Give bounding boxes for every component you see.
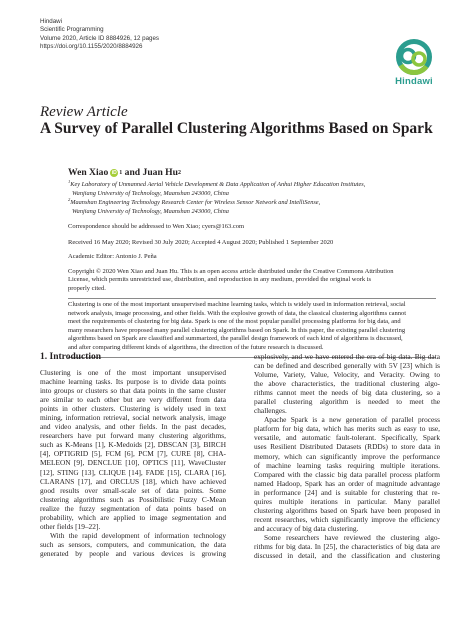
text-line: discussed in detail, and the classification and clustering (254, 551, 440, 561)
text-line: generated by people and various devices is growing (40, 548, 226, 558)
academic-editor: Academic Editor: Antonio J. Peña (68, 253, 157, 260)
copyright-line: License, which permits unrestricted use, distribution, and reproduction in any medium, provided the original work is (68, 276, 372, 284)
abstract-line: many researchers have proposed many parallel clustering algorithms based on Spark. In this paper, the existing parallel clustering (68, 326, 406, 334)
affiliation-line: Wanjiang University of Technology, Maanshan 243000, China (72, 189, 229, 197)
text-line: MELEON [9], DENCLUE [10], OPTICS [11], WaveCluster (40, 458, 226, 468)
text-line: recent researches, which significantly improve the efficiency (254, 514, 440, 524)
text-line: uses Resilient Distributed Datasets (RDDs) to store data in (254, 442, 440, 452)
author-list: Wen Xiao iD 1 and Juan Hu 2 (68, 167, 181, 178)
paragraph (254, 415, 440, 533)
text-line: machine learning tasks. Its purpose is to divide data points (40, 377, 226, 387)
correspondence: Correspondence should be addressed to Wen Xiao; cyers@163.com (68, 223, 245, 230)
text-line: points in other clusters. Clustering is widely used in text (40, 404, 226, 414)
text-line: parallel clustering algorithm is needed to meet the (254, 397, 440, 407)
affiliation-number: 2 (68, 196, 71, 202)
author-name[interactable]: Wen Xiao (68, 167, 109, 178)
text-line: [4], OPTIGRID [5], FCM [6], PCM [7], CURE [8], CHA- (40, 449, 226, 459)
paragraph (40, 531, 226, 558)
text-line: and video analysis, and other fields. In the past decades, (40, 422, 226, 432)
journal-name: Scientific Programming (40, 26, 104, 34)
text-line: clustering algorithms based on Spark have been proposed in (254, 505, 440, 515)
affiliation-line: Maanshan Engineering Technology Research Center for Wireless Sensor Network and IntelliSense, (70, 199, 321, 206)
abstract-line: algorithms based on Spark are classified and summarized, the parallel design framework of each kind of algorithms is discussed, (68, 335, 403, 343)
text-line: CLARANS [17], and ORCLUS [18], which have achieved (40, 476, 226, 486)
journal-volume: Volume 2020, Article ID 8884926, 12 pages (40, 34, 160, 42)
journal-info (40, 18, 159, 52)
text-line: other fields [19–22]. (40, 521, 101, 531)
section-heading: 1. Introduction (40, 352, 102, 362)
abstract-line: and after comparing different kinds of algorithms, the direction of the future research is discussed. (68, 343, 324, 351)
text-line: good results over small-scale set of data points. Some (40, 485, 226, 495)
author-name[interactable]: Juan Hu (142, 167, 178, 178)
text-line: researchers have put forward many clustering algorithms, (40, 431, 226, 441)
text-line: memory, which can significantly improve the performance (254, 451, 440, 461)
text-line: Compared with the classic big data parallel process platform (254, 469, 440, 479)
right-column (254, 352, 440, 560)
text-line: the above characteristics, the traditional clustering algo- (254, 379, 440, 389)
text-line: into groups or clusters so that data points in the same cluster (40, 386, 226, 396)
paragraph (40, 368, 226, 531)
text-line: realize the fuzzy segmentation of data points based on (40, 503, 226, 513)
abstract-line: Clustering is one of the most important unsupervised machine learning tasks, which is widely used in information retrieval, social (68, 301, 406, 308)
text-line: named Hadoop, Spark has an order of magnitude advantage (254, 478, 440, 488)
text-line: such as sensors, computers, and communication, the data (40, 539, 226, 549)
text-line: platform for big data, which has merits such as easy to use, (254, 424, 440, 434)
text-line: of machine learning tasks requiring multiple iterations. (254, 460, 440, 470)
article-dates: Received 16 May 2020; Revised 30 July 2020; Accepted 4 August 2020; Published 1 September 2020 (68, 239, 334, 246)
text-line: are similar to each other but are very different from data (40, 395, 226, 405)
text-line: mining, information retrieval, social network analysis, image (40, 413, 226, 423)
article-title: A Survey of Parallel Clustering Algorithms Based on Spark (40, 120, 433, 137)
paragraph (254, 352, 440, 415)
copyright-notice (68, 268, 448, 293)
text-line: in performance [24] and is suitable for clustering that re- (254, 487, 440, 497)
abstract-line: meet the requirements of clustering for big data. Spark is one of the most popular parallel processing platforms for big data, and (68, 318, 401, 326)
hindawi-logo-icon (392, 38, 436, 76)
hindawi-logo (392, 38, 436, 90)
abstract-line: network analysis, image processing, and other fields. With the explosive growth of data, the classical clustering algorithms cannot (68, 309, 407, 317)
journal-doi[interactable]: https://doi.org/10.1155/2020/8884926 (40, 43, 143, 51)
journal-publisher: Hindawi (40, 18, 63, 25)
affiliation-line: Key Laboratory of Unmanned Aerial Vehicle Development & Data Application of Anhui Higher Education Institutes, (70, 181, 366, 188)
text-line: explosively, and we have entered the era of big data. Big data (254, 352, 440, 361)
text-line: With the rapid development of information technology (50, 530, 226, 540)
hindawi-logo-text: Hindawi (395, 76, 433, 87)
text-line: and accuracy of big data clustering. (254, 523, 359, 533)
text-line: such as K-Means [1], K-Medoids [2], DBSCAN [3], BIRCH (40, 440, 226, 450)
text-line: Apache Spark is a new generation of parallel process (264, 415, 440, 425)
copyright-line: Copyright © 2020 Wen Xiao and Juan Hu. This is an open access article distributed under the Creative Commons Attribution (68, 268, 394, 275)
text-line: probability, which are applied to image segmentation and (40, 512, 226, 522)
left-column (40, 368, 226, 558)
text-line: rithms for big data. In [25], the characteristics of big data are (254, 541, 440, 551)
abstract (68, 298, 436, 358)
article-type: Review Article (40, 104, 128, 120)
affiliation-2 (68, 196, 448, 216)
text-line: rithms cannot meet the needs of big data clustering, so a (254, 388, 440, 398)
orcid-icon[interactable]: iD (111, 169, 117, 176)
affiliation-line: Wanjiang University of Technology, Maanshan 243000, China (72, 207, 229, 215)
text-line: quires multiple iterations in particular. Many parallel (254, 496, 440, 506)
text-line: versatile, and automatic fault-tolerant. Specifically, Spark (254, 433, 440, 443)
affiliation-1 (68, 178, 448, 198)
copyright-line: properly cited. (68, 284, 106, 292)
text-line: can be defined and described generally with 5V [23] which is (254, 361, 440, 371)
text-line: Some researchers have reviewed the clustering algo- (264, 532, 440, 542)
text-line: [12], STING [13], CLIQUE [14], FADE [15], CLARA [16], (40, 467, 226, 477)
text-line: clustering algorithms such as Possibilistic Fuzzy C-Mean (40, 494, 226, 504)
affiliation-number: 1 (68, 178, 71, 184)
text-line: Volume, Variety, Value, Velocity, and Veracity. Owing to (254, 370, 440, 380)
paragraph (254, 533, 440, 560)
author-conjunction: and (122, 167, 143, 178)
text-line: Clustering is one of the most important unsupervised (40, 368, 226, 377)
text-line: challenges. (254, 406, 287, 416)
